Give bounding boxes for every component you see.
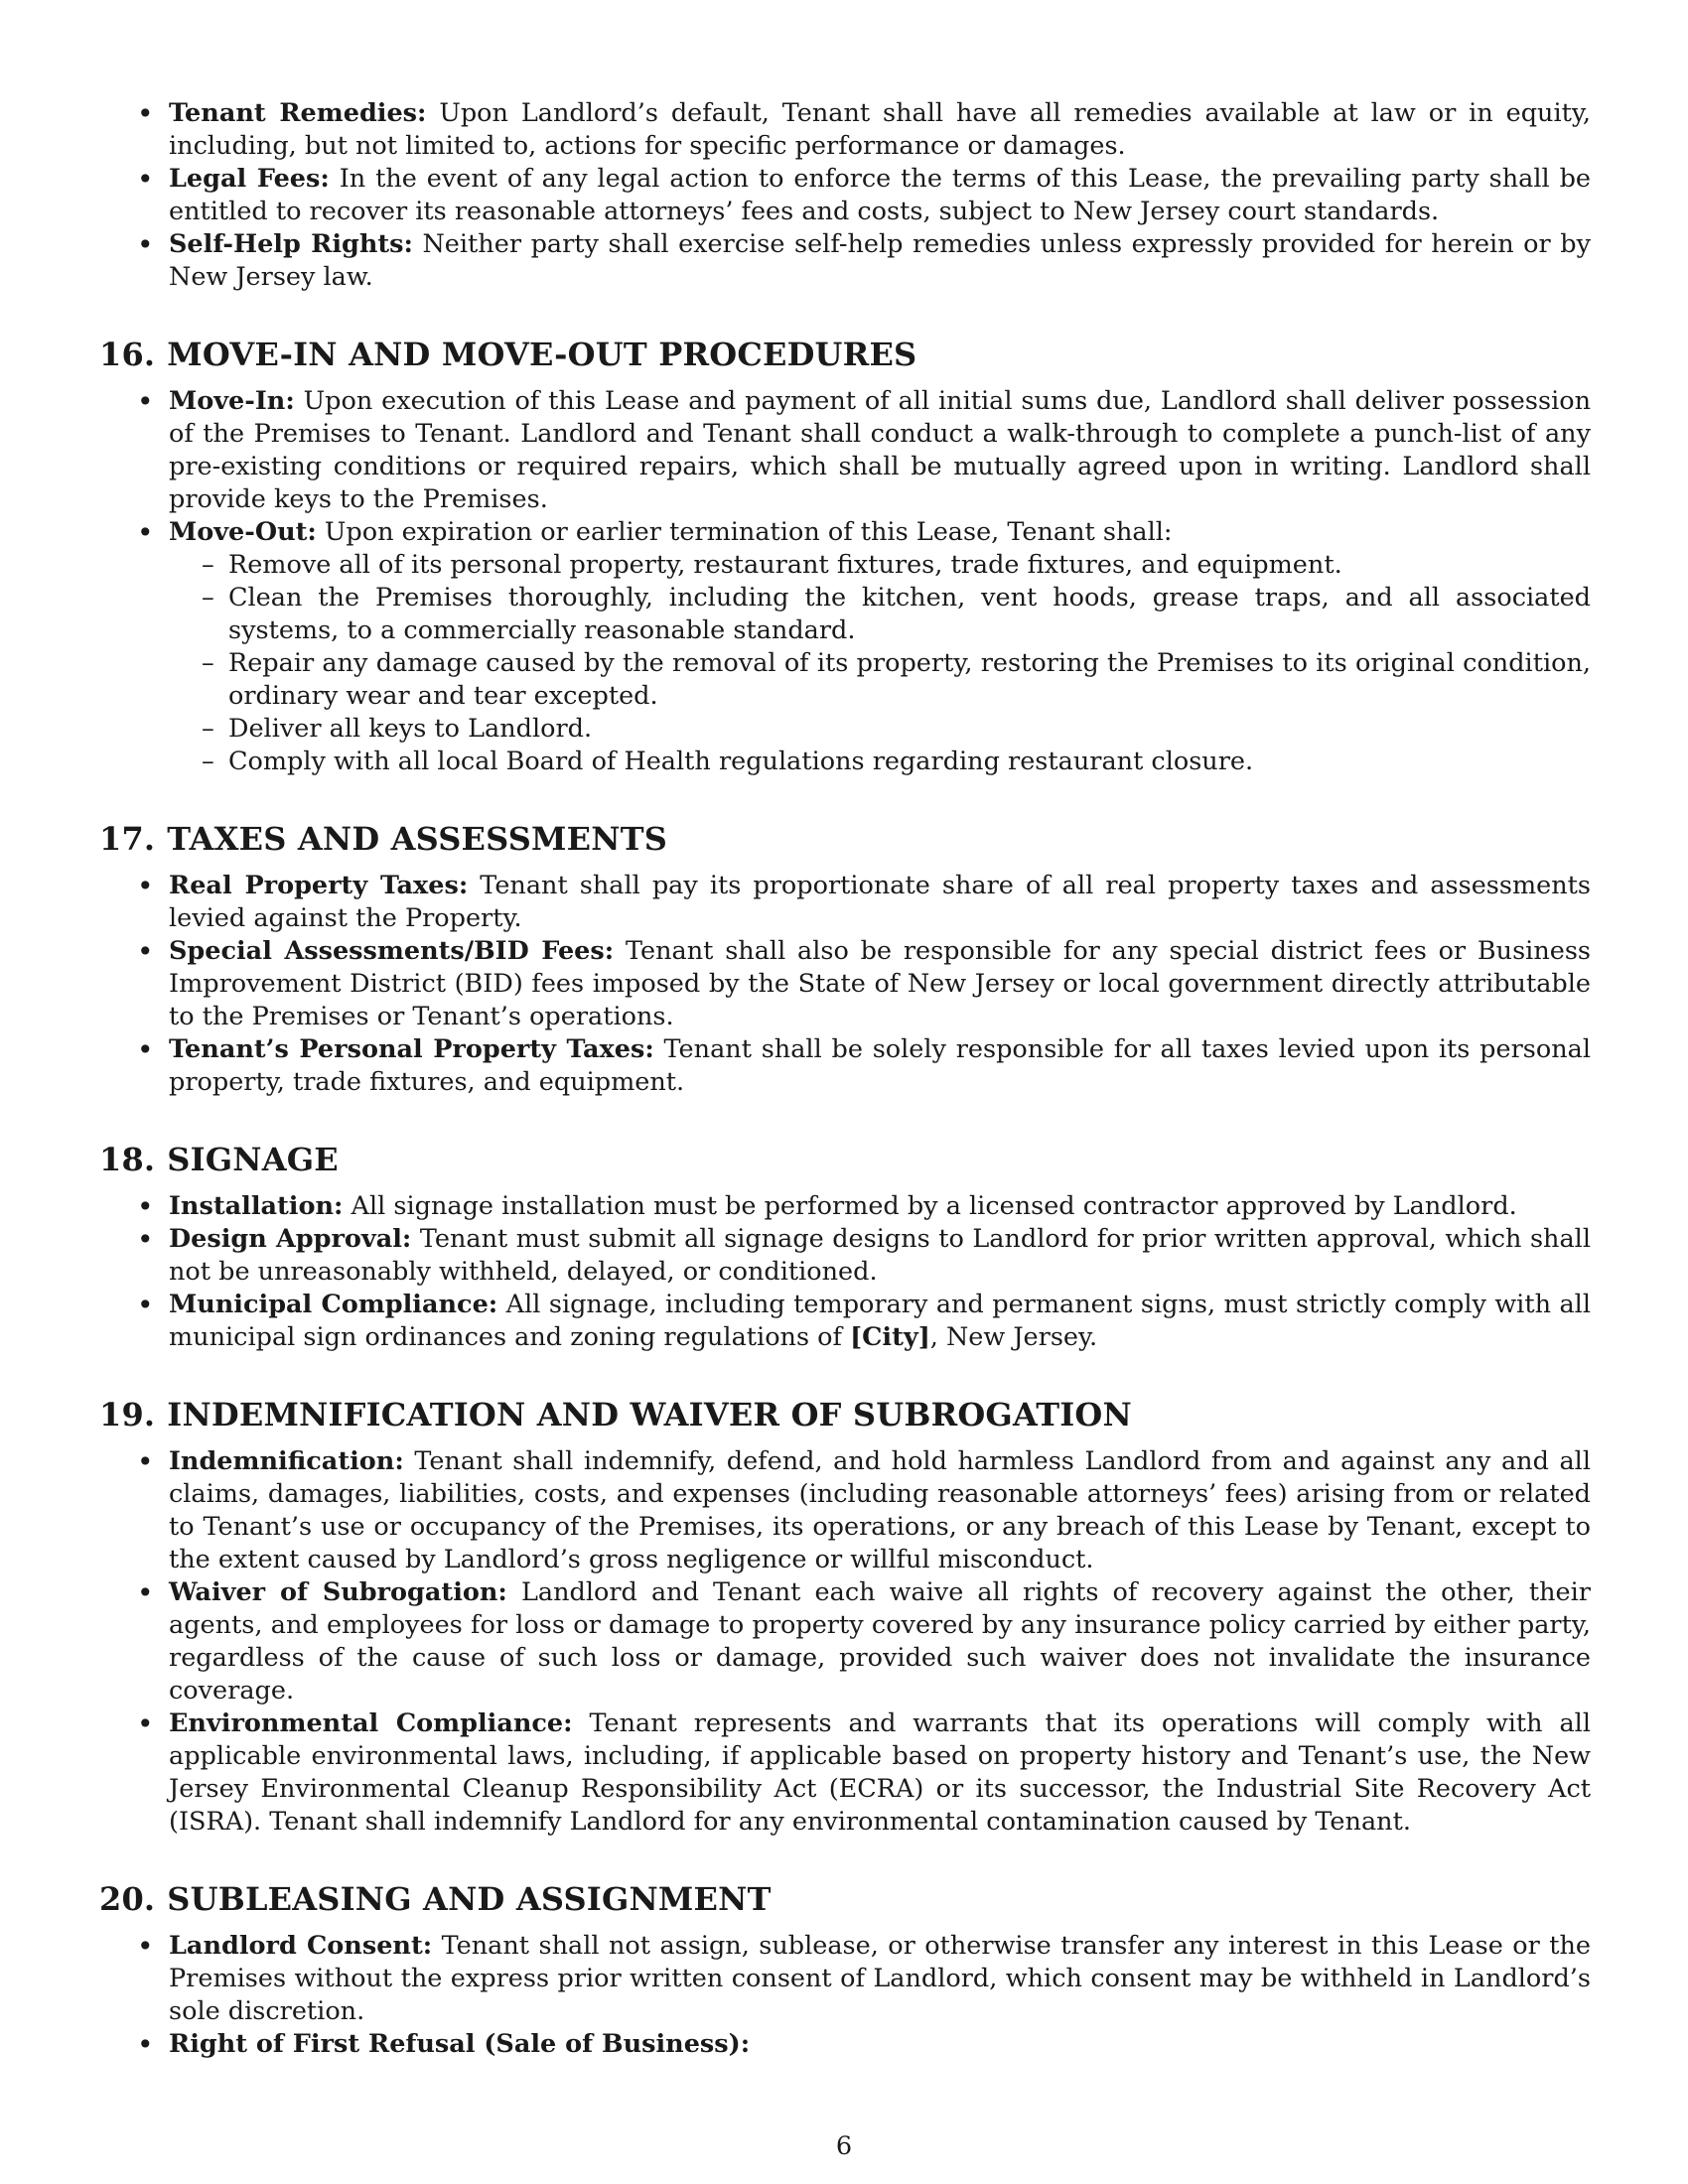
section-heading-18 <box>99 1140 1591 1179</box>
item-text: Upon expiration or earlier termination of this Lease, Tenant shall: <box>316 517 1173 547</box>
list-item-landlord-consent <box>99 1930 1591 2028</box>
list-item-indemnification <box>99 1445 1591 1576</box>
item-text: Landlord and Tenant each waive all rights of recovery against the other, their agents, and employees for loss or damage to property covered by any insurance policy carried by either party, regardless of the cause of such loss or damage, provided such waiver does not invalidate the insurance coverage. <box>169 1577 1591 1706</box>
section-number: 17. <box>99 820 156 858</box>
item-term: Special Assessments/BID Fees: <box>169 936 615 966</box>
item-term: Self-Help Rights: <box>169 229 413 259</box>
section-number: 20. <box>99 1880 156 1918</box>
section-title: TAXES AND ASSESSMENTS <box>167 820 668 858</box>
item-term: Tenant’s Personal Property Taxes: <box>169 1034 654 1064</box>
item-text: Tenant shall indemnify, defend, and hold harmless Landlord from and against any and all claims, damages, liabilities, costs, and expenses (including reasonable attorneys’ fees) arising from or related to Tenant’s use or occupancy of the Premises, its operations, or any breach of this Lease by Tenant, except to the extent caused by Landlord’s gross negligence or willful misconduct. <box>169 1446 1591 1574</box>
section-title: SIGNAGE <box>167 1141 339 1178</box>
list-item-special-assessments <box>99 935 1591 1033</box>
section-number: 19. <box>99 1396 156 1433</box>
sublist-item: – Repair any damage caused by the removal of its property, restoring the Premises to its original condition, ordinary wear and tear excepted. <box>169 647 1591 713</box>
section-title: SUBLEASING AND ASSIGNMENT <box>167 1880 772 1918</box>
item-text: All signage installation must be performed by a licensed contractor approved by Landlord. <box>343 1191 1517 1221</box>
item-term: Municipal Compliance: <box>169 1290 498 1319</box>
list-item-tenant-remedies <box>99 97 1591 163</box>
list-item-environmental-compliance <box>99 1707 1591 1839</box>
section-18-list <box>99 1190 1591 1354</box>
section-heading-20 <box>99 1879 1591 1919</box>
list-item-installation <box>99 1190 1591 1223</box>
item-term: Tenant Remedies: <box>169 98 427 128</box>
item-text: Tenant shall not assign, sublease, or otherwise transfer any interest in this Lease or the Premises without the express prior written consent of Landlord, which consent may be withheld in Landlord’s sole discretion. <box>169 1931 1591 2026</box>
city-placeholder: [City] <box>850 1322 930 1352</box>
section-number: 16. <box>99 336 156 373</box>
section-number: 18. <box>99 1141 156 1178</box>
section-17-list <box>99 870 1591 1099</box>
sublist-item: – Deliver all keys to Landlord. <box>169 713 1591 746</box>
item-text: Tenant must submit all signage designs to Landlord for prior written approval, which shall not be unreasonably withheld, delayed, or conditioned. <box>169 1224 1591 1287</box>
item-text: Upon execution of this Lease and payment of all initial sums due, Landlord shall deliver possession of the Premises to Tenant. Landlord and Tenant shall conduct a walk-through to complete a punch-list of any pre-existing conditions or required repairs, which shall be mutually agreed upon in writing. Landlord shall provide keys to the Premises. <box>169 386 1591 514</box>
item-term: Right of First Refusal (Sale of Business): <box>169 2029 751 2059</box>
item-text: Tenant shall also be responsible for any special district fees or Business Improvement District (BID) fees imposed by the State of New Jersey or local government directly attributable to the Premises or Tenant’s operations. <box>169 936 1592 1031</box>
section-heading-16 <box>99 335 1591 374</box>
item-term: Landlord Consent: <box>169 1931 433 1961</box>
section-title: INDEMNIFICATION AND WAIVER OF SUBROGATION <box>167 1396 1132 1433</box>
item-term: Move-In: <box>169 386 295 416</box>
item-text: Tenant represents and warrants that its operations will comply with all applicable environmental laws, including, if applicable based on property history and Tenant’s use, the New Jersey Environmental Cleanup Responsibility Act (ECRA) or its successor, the Industrial Site Recovery Act (ISRA). Tenant shall indemnify Landlord for any environmental contamination caused by Tenant. <box>169 1708 1591 1837</box>
item-term: Indemnification: <box>169 1446 404 1476</box>
sublist-item: – Remove all of its personal property, restaurant fixtures, trade fixtures, and equipment. <box>169 549 1591 582</box>
item-term: Real Property Taxes: <box>169 871 469 900</box>
document-page <box>99 97 1591 2061</box>
list-item-waiver-of-subrogation <box>99 1576 1591 1707</box>
section-16-list <box>99 385 1591 778</box>
remedies-list <box>99 97 1591 294</box>
item-term: Move-Out: <box>169 517 317 547</box>
list-item-self-help-rights <box>99 228 1591 294</box>
sublist-item: – Clean the Premises thoroughly, including the kitchen, vent hoods, grease traps, and all associated systems, to a commercially reasonable standard. <box>169 582 1591 647</box>
list-item-design-approval <box>99 1223 1591 1289</box>
list-item-move-out <box>99 516 1591 778</box>
item-text: Upon Landlord’s default, Tenant shall have all remedies available at law or in equity, including, but not limited to, actions for specific performance or damages. <box>169 98 1592 161</box>
section-heading-19 <box>99 1395 1591 1434</box>
item-text: Tenant shall pay its proportionate share of all real property taxes and assessments levied against the Property. <box>169 871 1591 933</box>
list-item-personal-property-taxes <box>99 1033 1591 1099</box>
item-term: Design Approval: <box>169 1224 412 1254</box>
item-term: Environmental Compliance: <box>169 1708 573 1738</box>
section-19-list <box>99 1445 1591 1839</box>
list-item-real-property-taxes <box>99 870 1591 935</box>
list-item-move-in <box>99 385 1591 516</box>
item-term: Legal Fees: <box>169 164 330 194</box>
page-number: 6 <box>835 2131 853 2161</box>
item-text: , New Jersey. <box>929 1322 1098 1352</box>
section-20-list <box>99 1930 1591 2061</box>
item-text: Tenant shall be solely responsible for all taxes levied upon its personal property, trade fixtures, and equipment. <box>169 1034 1591 1097</box>
list-item-right-of-first-refusal <box>99 2028 1591 2061</box>
sublist-item: – Comply with all local Board of Health regulations regarding restaurant closure. <box>169 746 1591 778</box>
item-text: All signage, including temporary and permanent signs, must strictly comply with all municipal sign ordinances and zoning regulations of <box>169 1290 1591 1352</box>
move-out-sublist <box>169 549 1591 778</box>
section-title: MOVE-IN AND MOVE-OUT PROCEDURES <box>167 336 917 373</box>
item-term: Installation: <box>169 1191 344 1221</box>
item-text: In the event of any legal action to enforce the terms of this Lease, the prevailing party shall be entitled to recover its reasonable attorneys’ fees and costs, subject to New Jersey court standards. <box>169 164 1591 226</box>
item-text: Neither party shall exercise self-help remedies unless expressly provided for herein or by New Jersey law. <box>169 229 1591 292</box>
item-term: Waiver of Subrogation: <box>169 1577 507 1607</box>
list-item-legal-fees <box>99 163 1591 228</box>
list-item-municipal-compliance <box>99 1289 1591 1354</box>
section-heading-17 <box>99 819 1591 859</box>
